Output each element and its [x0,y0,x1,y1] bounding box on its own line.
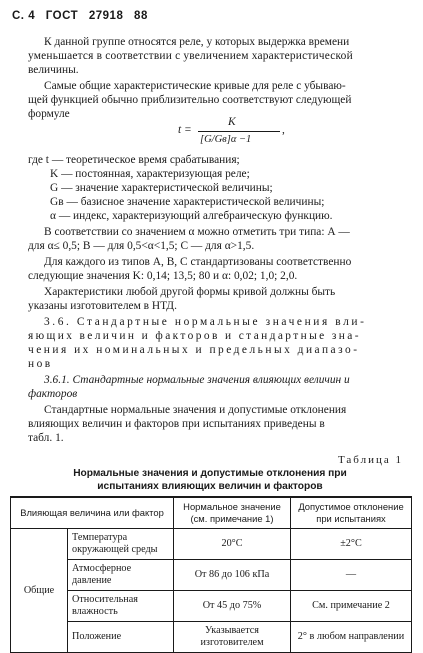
section-heading-line: чения их номинальных и предельных диапазо- [28,344,360,356]
fraction-bar [198,131,280,132]
table-header-row [11,497,412,529]
text-line: указаны изготовителем в НТД. [28,300,177,312]
table-title-line: испытаниях влияющих величин и факторов [97,480,323,492]
definition-line: Gв — базисное значение характеристической величины; [50,196,325,208]
formula-numerator: K [228,116,236,128]
table-row [11,529,412,560]
text-line: Самые общие характеристические кривые для реле с убываю- [44,80,346,92]
table-title [60,468,360,493]
normal-value-cell: От 45 до 75% [174,591,291,622]
header-cell: Влияющая величина или фактор [11,497,174,529]
definition-line: K — постоянная, характеризующая реле; [50,168,250,180]
table-title-line: Нормальные значения и допустимые отклонения при [73,468,347,479]
factor-cell: Температура окружающей среды [68,529,174,560]
text-line: Для каждого из типов А, В, С стандартизованы соответственно [44,256,352,268]
text-line: уменьшается в соответствии с увеличением характеристической [28,50,353,62]
formula-denominator: [G/Gв]α −1 [200,134,252,145]
formula-lhs: t = [178,124,192,136]
text-line: К данной группе относятся реле, у которых выдержка времени [44,36,350,48]
standard-year: 88 [134,10,148,22]
factor-cell: Атмосферное давление [68,560,174,591]
table-number: Таблица 1 [337,454,403,466]
table-row [11,560,412,591]
text-line: В соответствии со значением α можно отметить три типа: А — [44,226,350,238]
table-row [11,591,412,622]
deviation-cell: 2° в любом направлении [291,622,412,653]
definition-line: G — значение характеристической величины; [50,182,273,194]
subsection-heading-line: факторов [28,388,78,400]
formula-comma: , [282,124,285,136]
deviation-cell: — [291,560,412,591]
normal-value-cell: Указывается изготовителем [174,622,291,653]
subsection-heading-line: 3.6.1. Стандартные нормальные значения влияющих величин и [44,374,350,386]
section-heading-line: 3.6. Стандартные нормальные значения вли- [44,316,367,328]
text-line: Стандартные нормальные значения и допустимые отклонения [44,404,347,416]
normal-value-cell: 20°С [174,529,291,560]
standard-label: ГОСТ [45,10,79,22]
section-heading-line: яющих величин и факторов и стандартные зна- [28,330,361,342]
definition-line: α — индекс, характеризующий алгебраическую функцию. [50,210,333,222]
factor-cell: Относительная влажность [68,591,174,622]
group-cell: Общие [11,529,68,653]
text-line: влияющих величин и факторов при испытаниях приведены в [28,418,325,430]
deviation-cell: См. примечание 2 [291,591,412,622]
text-line: следующие значения K: 0,14; 13,5; 80 и α: 0,02; 1,0; 2,0. [28,270,298,282]
text-line: величины. [28,64,79,76]
normal-value-cell: От 86 до 106 кПа [174,560,291,591]
section-heading-line: нов [28,358,53,370]
page-marker: С. 4 [12,10,36,22]
factor-cell: Положение [68,622,174,653]
deviation-cell: ±2°С [291,529,412,560]
page-header [12,10,155,22]
definition-line: где t — теоретическое время срабатывания; [28,154,240,166]
standard-number: 27918 [88,10,124,22]
norms-table [10,496,412,653]
table-row [11,622,412,653]
text-line: табл. 1. [28,432,64,444]
text-line: Характеристики любой другой формы кривой должны быть [44,286,336,298]
header-cell: Нормальное значение (см. примечание 1) [174,497,291,529]
text-line: для α≤ 0,5; В — для 0,5<α<1,5; С — для α>1,5. [28,240,255,252]
text-line: формуле [28,108,70,120]
header-cell: Допустимое отклонение при испытаниях [291,497,412,529]
text-line: щей функцией обычно приблизительно соответствуют следующей [28,94,352,106]
